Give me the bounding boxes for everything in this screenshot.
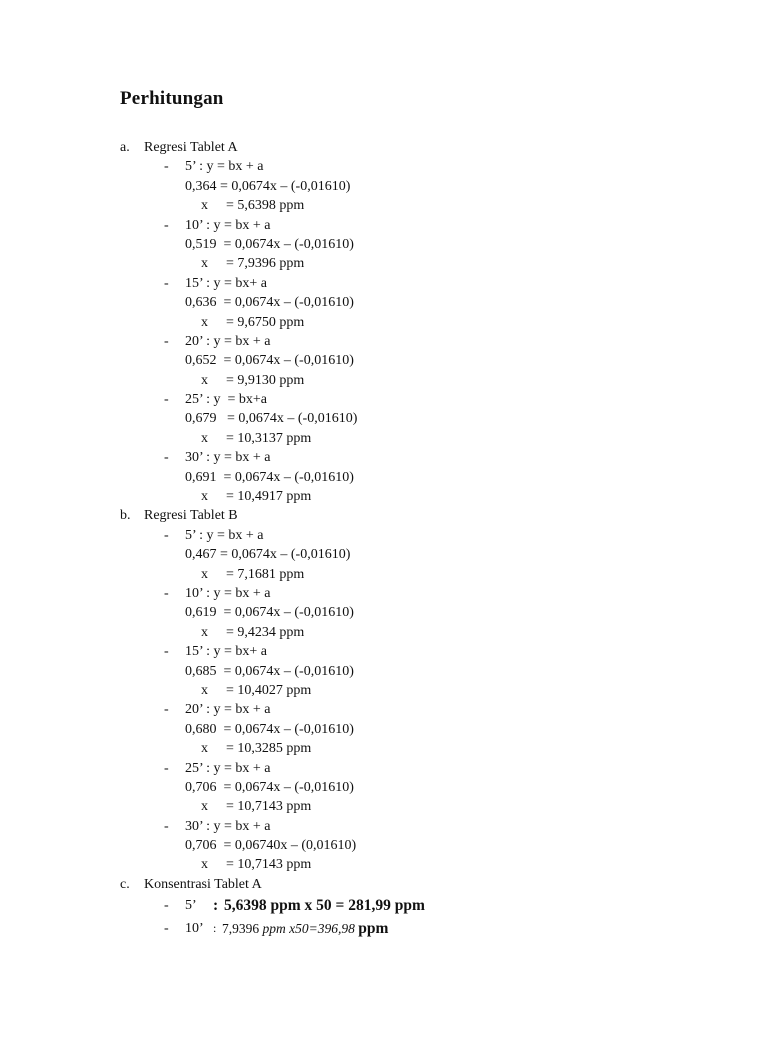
result-variable: x bbox=[201, 741, 208, 757]
list-dash: - bbox=[164, 159, 169, 175]
regression-head-line bbox=[0, 332, 768, 351]
list-dash: - bbox=[164, 217, 169, 233]
regression-equation: 0,706 = 0,06740x – (0,01610) bbox=[185, 838, 357, 854]
list-dash: - bbox=[164, 702, 169, 718]
concentration-row bbox=[0, 894, 768, 917]
regression-equation-line bbox=[0, 778, 768, 797]
regression-head-line bbox=[0, 642, 768, 661]
regression-head-line bbox=[0, 157, 768, 176]
regression-result-line bbox=[0, 254, 768, 273]
regression-result-line bbox=[0, 487, 768, 506]
regression-formula: 10’ : y = bx + a bbox=[185, 585, 271, 601]
result-variable: x bbox=[201, 799, 208, 815]
result-value: = 7,9396 ppm bbox=[226, 256, 305, 272]
regression-formula: 25’ : y = bx+a bbox=[185, 392, 268, 408]
section-label: Regresi Tablet B bbox=[144, 508, 238, 524]
expr-number: 7,9396 bbox=[222, 921, 260, 937]
regression-head-line bbox=[0, 817, 768, 836]
section-a-items bbox=[0, 157, 768, 506]
regression-formula: 15’ : y = bx+ a bbox=[185, 644, 268, 660]
section-b-items bbox=[0, 526, 768, 875]
regression-formula: 20’ : y = bx + a bbox=[185, 702, 271, 718]
regression-head-line bbox=[0, 448, 768, 467]
section-b-heading bbox=[0, 506, 768, 525]
result-variable: x bbox=[201, 566, 208, 582]
regression-equation: 0,706 = 0,0674x – (-0,01610) bbox=[185, 779, 354, 795]
concentration-time: 10’ bbox=[185, 921, 204, 937]
section-c-heading bbox=[0, 875, 768, 894]
section-label: Konsentrasi Tablet A bbox=[144, 876, 262, 892]
expr-result-unit: ppm bbox=[358, 920, 389, 938]
regression-equation: 0,679 = 0,0674x – (-0,01610) bbox=[185, 411, 358, 427]
regression-equation: 0,652 = 0,0674x – (-0,01610) bbox=[185, 353, 354, 369]
regression-equation: 0,619 = 0,0674x – (-0,01610) bbox=[185, 605, 354, 621]
result-variable: x bbox=[201, 682, 208, 698]
result-value: = 10,7143 ppm bbox=[226, 799, 312, 815]
concentration-colon: : bbox=[213, 897, 219, 915]
regression-equation-line bbox=[0, 603, 768, 622]
regression-equation: 0,519 = 0,0674x – (-0,01610) bbox=[185, 236, 354, 252]
concentration-colon: : bbox=[213, 921, 217, 936]
regression-result-line bbox=[0, 797, 768, 816]
regression-result-line bbox=[0, 855, 768, 874]
regression-equation-line bbox=[0, 468, 768, 487]
regression-head-line bbox=[0, 759, 768, 778]
result-variable: x bbox=[201, 198, 208, 214]
regression-equation: 0,691 = 0,0674x – (-0,01610) bbox=[185, 469, 354, 485]
regression-equation-line bbox=[0, 409, 768, 428]
regression-equation: 0,467 = 0,0674x – (-0,01610) bbox=[185, 547, 351, 563]
result-variable: x bbox=[201, 314, 208, 330]
calculation-content bbox=[0, 138, 768, 940]
regression-equation-line bbox=[0, 836, 768, 855]
regression-result-line bbox=[0, 313, 768, 332]
regression-equation-line bbox=[0, 177, 768, 196]
result-variable: x bbox=[201, 256, 208, 272]
section-label: Regresi Tablet A bbox=[144, 140, 238, 155]
regression-equation-line bbox=[0, 662, 768, 681]
regression-head-line bbox=[0, 390, 768, 409]
regression-formula: 30’ : y = bx + a bbox=[185, 818, 271, 834]
section-a-heading bbox=[0, 138, 768, 157]
regression-result-line bbox=[0, 429, 768, 448]
regression-equation: 0,680 = 0,0674x – (-0,01610) bbox=[185, 721, 354, 737]
list-dash: - bbox=[164, 585, 169, 601]
result-value: = 9,6750 ppm bbox=[226, 314, 305, 330]
regression-head-line bbox=[0, 700, 768, 719]
section-letter: a. bbox=[120, 140, 130, 155]
regression-formula: 5’ : y = bx + a bbox=[185, 527, 264, 543]
regression-formula: 25’ : y = bx + a bbox=[185, 760, 271, 776]
list-dash: - bbox=[164, 333, 169, 349]
result-value: = 10,3285 ppm bbox=[226, 741, 312, 757]
concentration-expression bbox=[222, 917, 388, 940]
list-dash: - bbox=[164, 898, 169, 914]
regression-formula: 30’ : y = bx + a bbox=[185, 450, 271, 466]
regression-formula: 20’ : y = bx + a bbox=[185, 333, 271, 349]
result-variable: x bbox=[201, 489, 208, 505]
result-value: = 10,4027 ppm bbox=[226, 682, 312, 698]
list-dash: - bbox=[164, 275, 169, 291]
regression-result-line bbox=[0, 565, 768, 584]
result-variable: x bbox=[201, 624, 208, 640]
expr-unit: ppm bbox=[262, 921, 286, 937]
regression-formula: 10’ : y = bx + a bbox=[185, 217, 271, 233]
regression-result-line bbox=[0, 623, 768, 642]
regression-equation: 0,364 = 0,0674x – (-0,01610) bbox=[185, 178, 351, 194]
result-variable: x bbox=[201, 857, 208, 873]
section-letter: b. bbox=[120, 508, 131, 524]
list-dash: - bbox=[164, 527, 169, 543]
regression-formula: 15’ : y = bx+ a bbox=[185, 275, 268, 291]
regression-result-line bbox=[0, 371, 768, 390]
result-variable: x bbox=[201, 430, 208, 446]
page-title: Perhitungan bbox=[120, 88, 224, 109]
result-value: = 10,3137 ppm bbox=[226, 430, 312, 446]
list-dash: - bbox=[164, 392, 169, 408]
list-dash: - bbox=[164, 921, 169, 937]
regression-head-line bbox=[0, 526, 768, 545]
regression-equation: 0,636 = 0,0674x – (-0,01610) bbox=[185, 295, 354, 311]
concentration-row bbox=[0, 917, 768, 940]
regression-result-line bbox=[0, 681, 768, 700]
regression-equation-line bbox=[0, 351, 768, 370]
regression-equation-line bbox=[0, 235, 768, 254]
regression-head-line bbox=[0, 274, 768, 293]
list-dash: - bbox=[164, 450, 169, 466]
section-letter: c. bbox=[120, 876, 130, 892]
regression-result-line bbox=[0, 739, 768, 758]
result-value: = 10,4917 ppm bbox=[226, 489, 312, 505]
regression-result-line bbox=[0, 196, 768, 215]
list-dash: - bbox=[164, 760, 169, 776]
regression-equation-line bbox=[0, 720, 768, 739]
result-value: = 9,4234 ppm bbox=[226, 624, 305, 640]
regression-head-line bbox=[0, 584, 768, 603]
regression-equation-line bbox=[0, 545, 768, 564]
result-value: = 7,1681 ppm bbox=[226, 566, 305, 582]
regression-head-line bbox=[0, 216, 768, 235]
regression-equation-line bbox=[0, 293, 768, 312]
expr-multiplication: x50=396,98 bbox=[289, 921, 355, 937]
concentration-expression: 5,6398 ppm x 50 = 281,99 ppm bbox=[224, 897, 425, 915]
result-value: = 10,7143 ppm bbox=[226, 857, 312, 873]
concentration-time: 5’ bbox=[185, 898, 197, 914]
regression-equation: 0,685 = 0,0674x – (-0,01610) bbox=[185, 663, 354, 679]
result-variable: x bbox=[201, 372, 208, 388]
regression-formula: 5’ : y = bx + a bbox=[185, 159, 264, 175]
list-dash: - bbox=[164, 644, 169, 660]
list-dash: - bbox=[164, 818, 169, 834]
result-value: = 9,9130 ppm bbox=[226, 372, 305, 388]
result-value: = 5,6398 ppm bbox=[226, 198, 305, 214]
